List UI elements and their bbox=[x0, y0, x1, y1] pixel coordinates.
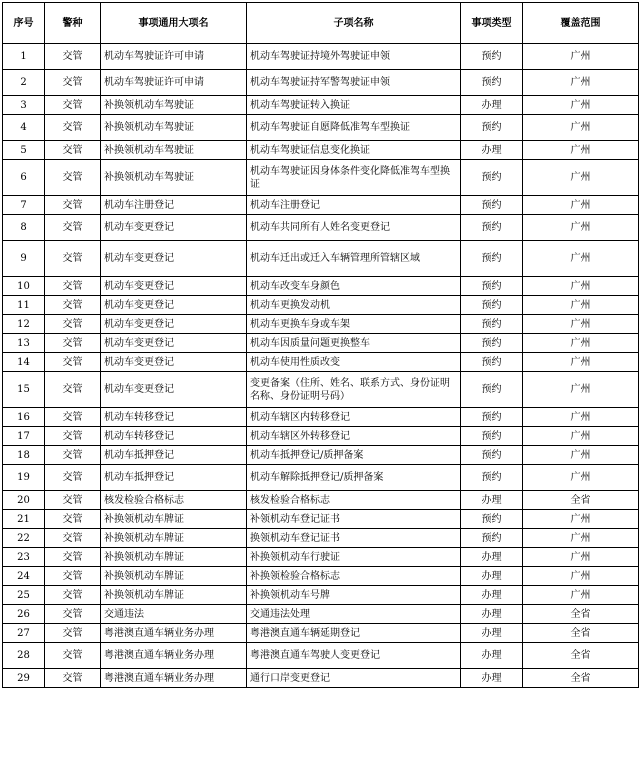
table-row bbox=[3, 44, 639, 70]
cell-number: 19 bbox=[3, 465, 45, 491]
cell-subitem-name: 通行口岸变更登记 bbox=[247, 669, 461, 688]
table-row bbox=[3, 548, 639, 567]
cell-item-type: 预约 bbox=[461, 408, 523, 427]
cell-number: 28 bbox=[3, 643, 45, 669]
cell-item-name: 补换领机动车驾驶证 bbox=[101, 96, 247, 115]
cell-subitem-name: 机动车解除抵押登记/质押备案 bbox=[247, 465, 461, 491]
cell-police-type: 交管 bbox=[45, 529, 101, 548]
cell-coverage: 广州 bbox=[523, 196, 639, 215]
cell-item-type: 预约 bbox=[461, 465, 523, 491]
cell-coverage: 广州 bbox=[523, 315, 639, 334]
cell-item-name: 机动车抵押登记 bbox=[101, 465, 247, 491]
table-row bbox=[3, 353, 639, 372]
cell-number: 9 bbox=[3, 241, 45, 277]
cell-item-name: 粤港澳直通车辆业务办理 bbox=[101, 669, 247, 688]
cell-police-type: 交管 bbox=[45, 408, 101, 427]
table-row bbox=[3, 643, 639, 669]
cell-coverage: 全省 bbox=[523, 669, 639, 688]
cell-number: 24 bbox=[3, 567, 45, 586]
cell-item-type: 预约 bbox=[461, 296, 523, 315]
cell-item-name: 补换领机动车牌证 bbox=[101, 567, 247, 586]
cell-item-type: 预约 bbox=[461, 241, 523, 277]
cell-item-type: 预约 bbox=[461, 510, 523, 529]
cell-subitem-name: 机动车更换发动机 bbox=[247, 296, 461, 315]
cell-item-type: 预约 bbox=[461, 44, 523, 70]
cell-subitem-name: 机动车驾驶证自愿降低准驾车型换证 bbox=[247, 115, 461, 141]
cell-subitem-name: 换领机动车登记证书 bbox=[247, 529, 461, 548]
cell-coverage: 广州 bbox=[523, 408, 639, 427]
cell-number: 4 bbox=[3, 115, 45, 141]
cell-item-name: 机动车变更登记 bbox=[101, 241, 247, 277]
cell-coverage: 广州 bbox=[523, 548, 639, 567]
table-row bbox=[3, 408, 639, 427]
cell-item-name: 机动车注册登记 bbox=[101, 196, 247, 215]
cell-item-name: 机动车变更登记 bbox=[101, 334, 247, 353]
table-row bbox=[3, 315, 639, 334]
cell-police-type: 交管 bbox=[45, 669, 101, 688]
cell-subitem-name: 粤港澳直通车驾驶人变更登记 bbox=[247, 643, 461, 669]
cell-item-type: 办理 bbox=[461, 669, 523, 688]
service-items-table bbox=[2, 2, 639, 688]
table-row bbox=[3, 160, 639, 196]
table-header-row bbox=[3, 3, 639, 44]
cell-police-type: 交管 bbox=[45, 44, 101, 70]
cell-item-name: 机动车变更登记 bbox=[101, 277, 247, 296]
cell-item-type: 预约 bbox=[461, 215, 523, 241]
cell-item-name: 补换领机动车驾驶证 bbox=[101, 141, 247, 160]
cell-police-type: 交管 bbox=[45, 605, 101, 624]
header-item-name: 事项通用大项名 bbox=[101, 3, 247, 44]
cell-number: 18 bbox=[3, 446, 45, 465]
cell-subitem-name: 机动车迁出或迁入车辆管理所管辖区域 bbox=[247, 241, 461, 277]
cell-number: 23 bbox=[3, 548, 45, 567]
cell-item-type: 预约 bbox=[461, 427, 523, 446]
cell-item-type: 预约 bbox=[461, 277, 523, 296]
cell-number: 15 bbox=[3, 372, 45, 408]
cell-subitem-name: 机动车注册登记 bbox=[247, 196, 461, 215]
cell-item-name: 补换领机动车牌证 bbox=[101, 529, 247, 548]
cell-item-type: 预约 bbox=[461, 353, 523, 372]
cell-number: 10 bbox=[3, 277, 45, 296]
cell-police-type: 交管 bbox=[45, 296, 101, 315]
cell-item-type: 预约 bbox=[461, 529, 523, 548]
cell-item-name: 机动车变更登记 bbox=[101, 215, 247, 241]
cell-item-type: 办理 bbox=[461, 96, 523, 115]
cell-coverage: 广州 bbox=[523, 510, 639, 529]
cell-coverage: 广州 bbox=[523, 277, 639, 296]
cell-item-name: 机动车驾驶证许可申请 bbox=[101, 70, 247, 96]
cell-item-name: 机动车变更登记 bbox=[101, 315, 247, 334]
cell-number: 17 bbox=[3, 427, 45, 446]
cell-subitem-name: 机动车辖区内转移登记 bbox=[247, 408, 461, 427]
cell-item-name: 补换领机动车驾驶证 bbox=[101, 160, 247, 196]
table-row bbox=[3, 605, 639, 624]
cell-subitem-name: 补换领检验合格标志 bbox=[247, 567, 461, 586]
cell-item-type: 预约 bbox=[461, 115, 523, 141]
cell-coverage: 全省 bbox=[523, 605, 639, 624]
cell-item-name: 补换领机动车驾驶证 bbox=[101, 115, 247, 141]
cell-item-type: 办理 bbox=[461, 624, 523, 643]
cell-item-name: 机动车变更登记 bbox=[101, 353, 247, 372]
cell-police-type: 交管 bbox=[45, 372, 101, 408]
cell-police-type: 交管 bbox=[45, 277, 101, 296]
table-row bbox=[3, 241, 639, 277]
table-row bbox=[3, 567, 639, 586]
cell-police-type: 交管 bbox=[45, 465, 101, 491]
cell-item-name: 机动车驾驶证许可申请 bbox=[101, 44, 247, 70]
cell-subitem-name: 补换领机动车行驶证 bbox=[247, 548, 461, 567]
table-row bbox=[3, 215, 639, 241]
cell-number: 14 bbox=[3, 353, 45, 372]
cell-number: 7 bbox=[3, 196, 45, 215]
cell-number: 27 bbox=[3, 624, 45, 643]
cell-item-type: 办理 bbox=[461, 548, 523, 567]
cell-item-type: 预约 bbox=[461, 334, 523, 353]
cell-item-name: 机动车转移登记 bbox=[101, 408, 247, 427]
cell-coverage: 广州 bbox=[523, 465, 639, 491]
cell-coverage: 广州 bbox=[523, 215, 639, 241]
cell-coverage: 广州 bbox=[523, 446, 639, 465]
cell-item-type: 办理 bbox=[461, 141, 523, 160]
cell-item-name: 补换领机动车牌证 bbox=[101, 510, 247, 529]
cell-number: 1 bbox=[3, 44, 45, 70]
cell-police-type: 交管 bbox=[45, 510, 101, 529]
cell-coverage: 广州 bbox=[523, 372, 639, 408]
cell-number: 25 bbox=[3, 586, 45, 605]
cell-item-type: 预约 bbox=[461, 160, 523, 196]
cell-coverage: 广州 bbox=[523, 296, 639, 315]
cell-coverage: 全省 bbox=[523, 643, 639, 669]
cell-police-type: 交管 bbox=[45, 141, 101, 160]
cell-item-name: 粤港澳直通车辆业务办理 bbox=[101, 643, 247, 669]
table-body bbox=[3, 44, 639, 688]
cell-item-type: 办理 bbox=[461, 491, 523, 510]
cell-police-type: 交管 bbox=[45, 160, 101, 196]
cell-coverage: 广州 bbox=[523, 334, 639, 353]
table-row bbox=[3, 586, 639, 605]
cell-item-type: 预约 bbox=[461, 70, 523, 96]
cell-police-type: 交管 bbox=[45, 96, 101, 115]
cell-coverage: 广州 bbox=[523, 427, 639, 446]
table-row bbox=[3, 669, 639, 688]
cell-subitem-name: 机动车驾驶证持境外驾驶证申领 bbox=[247, 44, 461, 70]
cell-number: 11 bbox=[3, 296, 45, 315]
cell-police-type: 交管 bbox=[45, 586, 101, 605]
cell-coverage: 全省 bbox=[523, 491, 639, 510]
cell-number: 20 bbox=[3, 491, 45, 510]
cell-police-type: 交管 bbox=[45, 196, 101, 215]
cell-coverage: 广州 bbox=[523, 241, 639, 277]
cell-coverage: 广州 bbox=[523, 96, 639, 115]
table-row bbox=[3, 372, 639, 408]
cell-item-name: 机动车抵押登记 bbox=[101, 446, 247, 465]
cell-number: 13 bbox=[3, 334, 45, 353]
cell-coverage: 广州 bbox=[523, 529, 639, 548]
table-row bbox=[3, 141, 639, 160]
cell-coverage: 广州 bbox=[523, 586, 639, 605]
cell-subitem-name: 粤港澳直通车辆延期登记 bbox=[247, 624, 461, 643]
cell-item-name: 机动车变更登记 bbox=[101, 296, 247, 315]
cell-number: 5 bbox=[3, 141, 45, 160]
cell-subitem-name: 机动车驾驶证因身体条件变化降低准驾车型换证 bbox=[247, 160, 461, 196]
cell-item-name: 补换领机动车牌证 bbox=[101, 586, 247, 605]
table-row bbox=[3, 334, 639, 353]
cell-police-type: 交管 bbox=[45, 643, 101, 669]
header-police-type: 警种 bbox=[45, 3, 101, 44]
cell-number: 8 bbox=[3, 215, 45, 241]
cell-item-type: 预约 bbox=[461, 446, 523, 465]
table-row bbox=[3, 465, 639, 491]
cell-item-name: 交通违法 bbox=[101, 605, 247, 624]
header-item-type: 事项类型 bbox=[461, 3, 523, 44]
cell-police-type: 交管 bbox=[45, 624, 101, 643]
cell-subitem-name: 机动车使用性质改变 bbox=[247, 353, 461, 372]
table-row bbox=[3, 491, 639, 510]
table-row bbox=[3, 196, 639, 215]
cell-coverage: 全省 bbox=[523, 624, 639, 643]
cell-coverage: 广州 bbox=[523, 353, 639, 372]
cell-subitem-name: 变更备案（住所、姓名、联系方式、身份证明名称、身份证明号码） bbox=[247, 372, 461, 408]
table-row bbox=[3, 427, 639, 446]
cell-item-type: 办理 bbox=[461, 605, 523, 624]
cell-item-name: 机动车转移登记 bbox=[101, 427, 247, 446]
cell-subitem-name: 机动车共同所有人姓名变更登记 bbox=[247, 215, 461, 241]
cell-number: 3 bbox=[3, 96, 45, 115]
cell-police-type: 交管 bbox=[45, 491, 101, 510]
cell-police-type: 交管 bbox=[45, 548, 101, 567]
cell-police-type: 交管 bbox=[45, 427, 101, 446]
cell-coverage: 广州 bbox=[523, 567, 639, 586]
cell-item-type: 办理 bbox=[461, 567, 523, 586]
cell-subitem-name: 机动车驾驶证持军警驾驶证申领 bbox=[247, 70, 461, 96]
table-row bbox=[3, 510, 639, 529]
cell-number: 21 bbox=[3, 510, 45, 529]
table-row bbox=[3, 115, 639, 141]
cell-police-type: 交管 bbox=[45, 353, 101, 372]
header-coverage: 覆盖范围 bbox=[523, 3, 639, 44]
cell-item-name: 补换领机动车牌证 bbox=[101, 548, 247, 567]
cell-subitem-name: 核发检验合格标志 bbox=[247, 491, 461, 510]
cell-number: 29 bbox=[3, 669, 45, 688]
cell-coverage: 广州 bbox=[523, 70, 639, 96]
table-row bbox=[3, 96, 639, 115]
table-row bbox=[3, 277, 639, 296]
table-row bbox=[3, 70, 639, 96]
cell-subitem-name: 交通违法处理 bbox=[247, 605, 461, 624]
table-row bbox=[3, 624, 639, 643]
cell-police-type: 交管 bbox=[45, 334, 101, 353]
cell-police-type: 交管 bbox=[45, 567, 101, 586]
cell-item-type: 预约 bbox=[461, 315, 523, 334]
cell-number: 12 bbox=[3, 315, 45, 334]
cell-subitem-name: 机动车辖区外转移登记 bbox=[247, 427, 461, 446]
cell-subitem-name: 机动车驾驶证信息变化换证 bbox=[247, 141, 461, 160]
cell-coverage: 广州 bbox=[523, 115, 639, 141]
cell-coverage: 广州 bbox=[523, 160, 639, 196]
table-row bbox=[3, 296, 639, 315]
cell-subitem-name: 补领机动车登记证书 bbox=[247, 510, 461, 529]
cell-item-type: 预约 bbox=[461, 196, 523, 215]
cell-police-type: 交管 bbox=[45, 241, 101, 277]
table-row bbox=[3, 446, 639, 465]
header-number: 序号 bbox=[3, 3, 45, 44]
cell-item-type: 办理 bbox=[461, 586, 523, 605]
cell-coverage: 广州 bbox=[523, 44, 639, 70]
cell-police-type: 交管 bbox=[45, 70, 101, 96]
cell-item-type: 办理 bbox=[461, 643, 523, 669]
cell-item-name: 粤港澳直通车辆业务办理 bbox=[101, 624, 247, 643]
cell-police-type: 交管 bbox=[45, 115, 101, 141]
cell-subitem-name: 机动车驾驶证转入换证 bbox=[247, 96, 461, 115]
cell-item-name: 核发检验合格标志 bbox=[101, 491, 247, 510]
cell-item-type: 预约 bbox=[461, 372, 523, 408]
cell-item-name: 机动车变更登记 bbox=[101, 372, 247, 408]
cell-subitem-name: 机动车更换车身或车架 bbox=[247, 315, 461, 334]
cell-subitem-name: 补换领机动车号牌 bbox=[247, 586, 461, 605]
cell-subitem-name: 机动车抵押登记/质押备案 bbox=[247, 446, 461, 465]
cell-coverage: 广州 bbox=[523, 141, 639, 160]
cell-police-type: 交管 bbox=[45, 215, 101, 241]
cell-police-type: 交管 bbox=[45, 315, 101, 334]
cell-number: 2 bbox=[3, 70, 45, 96]
cell-number: 22 bbox=[3, 529, 45, 548]
table-row bbox=[3, 529, 639, 548]
cell-number: 16 bbox=[3, 408, 45, 427]
cell-subitem-name: 机动车改变车身颜色 bbox=[247, 277, 461, 296]
cell-subitem-name: 机动车因质量问题更换整车 bbox=[247, 334, 461, 353]
header-subitem-name: 子项名称 bbox=[247, 3, 461, 44]
cell-police-type: 交管 bbox=[45, 446, 101, 465]
cell-number: 26 bbox=[3, 605, 45, 624]
cell-number: 6 bbox=[3, 160, 45, 196]
